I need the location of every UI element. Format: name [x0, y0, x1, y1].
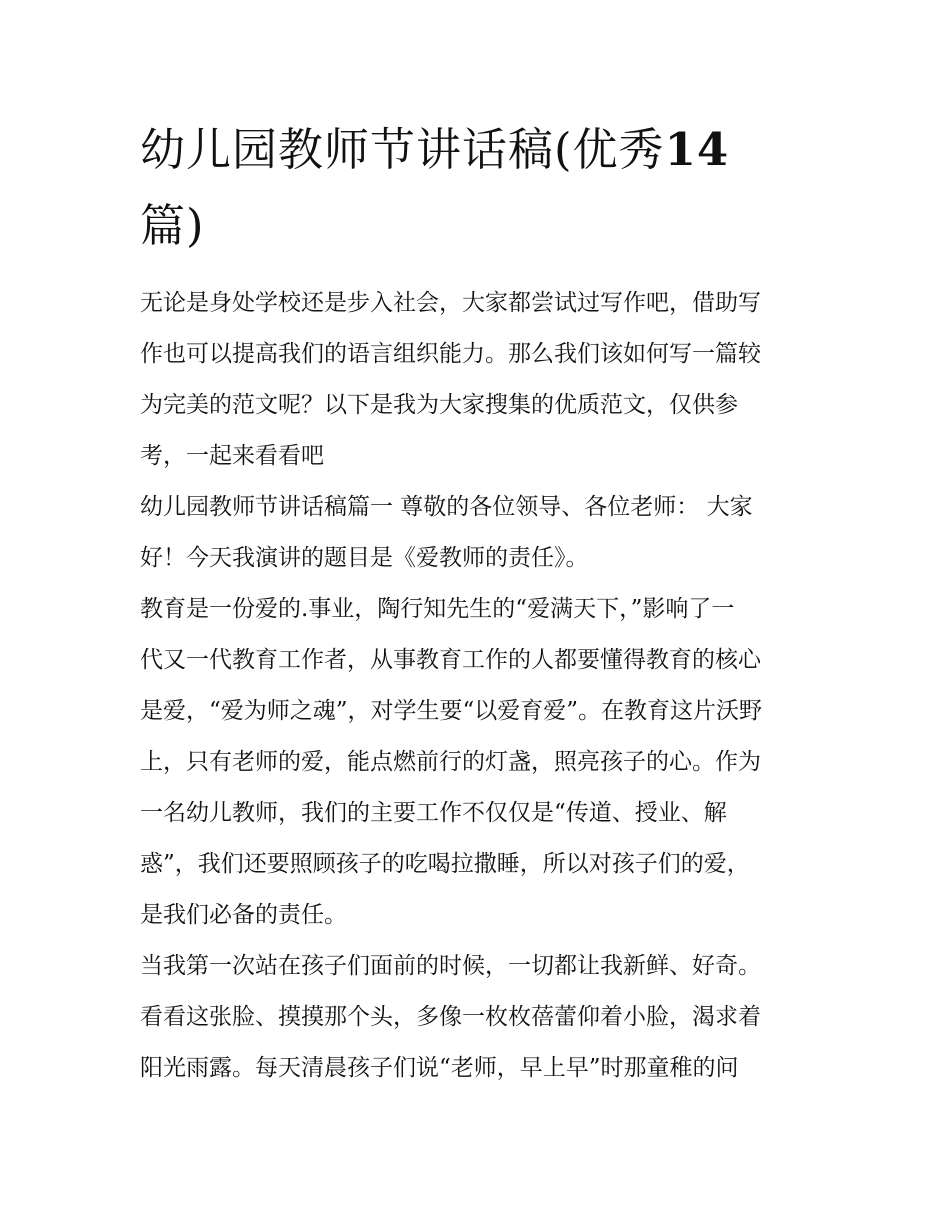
- document-page: [140, 112, 812, 1094]
- text-line: 无论是身处学校还是步入社会，大家都尝试过写作吧，借助写: [140, 290, 761, 316]
- paragraph-first-time: [140, 941, 812, 1094]
- text-line: 作也可以提高我们的语言组织能力。那么我们该如何写一篇较: [140, 341, 761, 367]
- text-line: 是爱，“爱为师之魂”，对学生要“以爱育爱”。在教育这片沃野: [140, 698, 763, 724]
- text-line: 幼儿园教师节讲话稿篇一 尊敬的各位领导、各位老师： 大家: [140, 494, 753, 520]
- text-line: 阳光雨露。每天清晨孩子们说“老师，早上早”时那童稚的问: [140, 1055, 739, 1081]
- text-line: 教育是一份爱的.事业，陶行知先生的“爱满天下，”影响了一: [140, 596, 735, 622]
- paragraph-intro: [140, 278, 812, 482]
- text-line: 考，一起来看看吧: [140, 443, 324, 469]
- text-line: 看看这张脸、摸摸那个头，多像一枚枚蓓蕾仰着小脸，渴求着: [140, 1004, 761, 1030]
- paragraph-education-love: [140, 584, 812, 941]
- text-line: 惑”，我们还要照顾孩子的吃喝拉撒睡，所以对孩子们的爱，: [140, 851, 750, 877]
- document-title: [140, 112, 812, 264]
- title-number: 14: [664, 123, 730, 176]
- text-line: 为完美的范文呢？以下是我为大家搜集的优质范文，仅供参: [140, 392, 738, 418]
- text-line: 上，只有老师的爱，能点燃前行的灯盏，照亮孩子的心。作为: [140, 749, 761, 775]
- text-line: 一名幼儿教师，我们的主要工作不仅仅是“传道、授业、解: [140, 800, 727, 826]
- text-line: 当我第一次站在孩子们面前的时候，一切都让我新鲜、好奇。: [140, 953, 761, 979]
- title-line-2: 篇): [140, 199, 205, 252]
- text-line: 好！今天我演讲的题目是《爱教师的责任》。: [140, 545, 589, 571]
- text-line: 是我们必备的责任。: [140, 902, 347, 928]
- title-line-1: 幼儿园教师节讲话稿(优秀: [140, 123, 665, 176]
- text-line: 代又一代教育工作者，从事教育工作的人都要懂得教育的核心: [140, 647, 761, 673]
- paragraph-greeting: [140, 482, 812, 584]
